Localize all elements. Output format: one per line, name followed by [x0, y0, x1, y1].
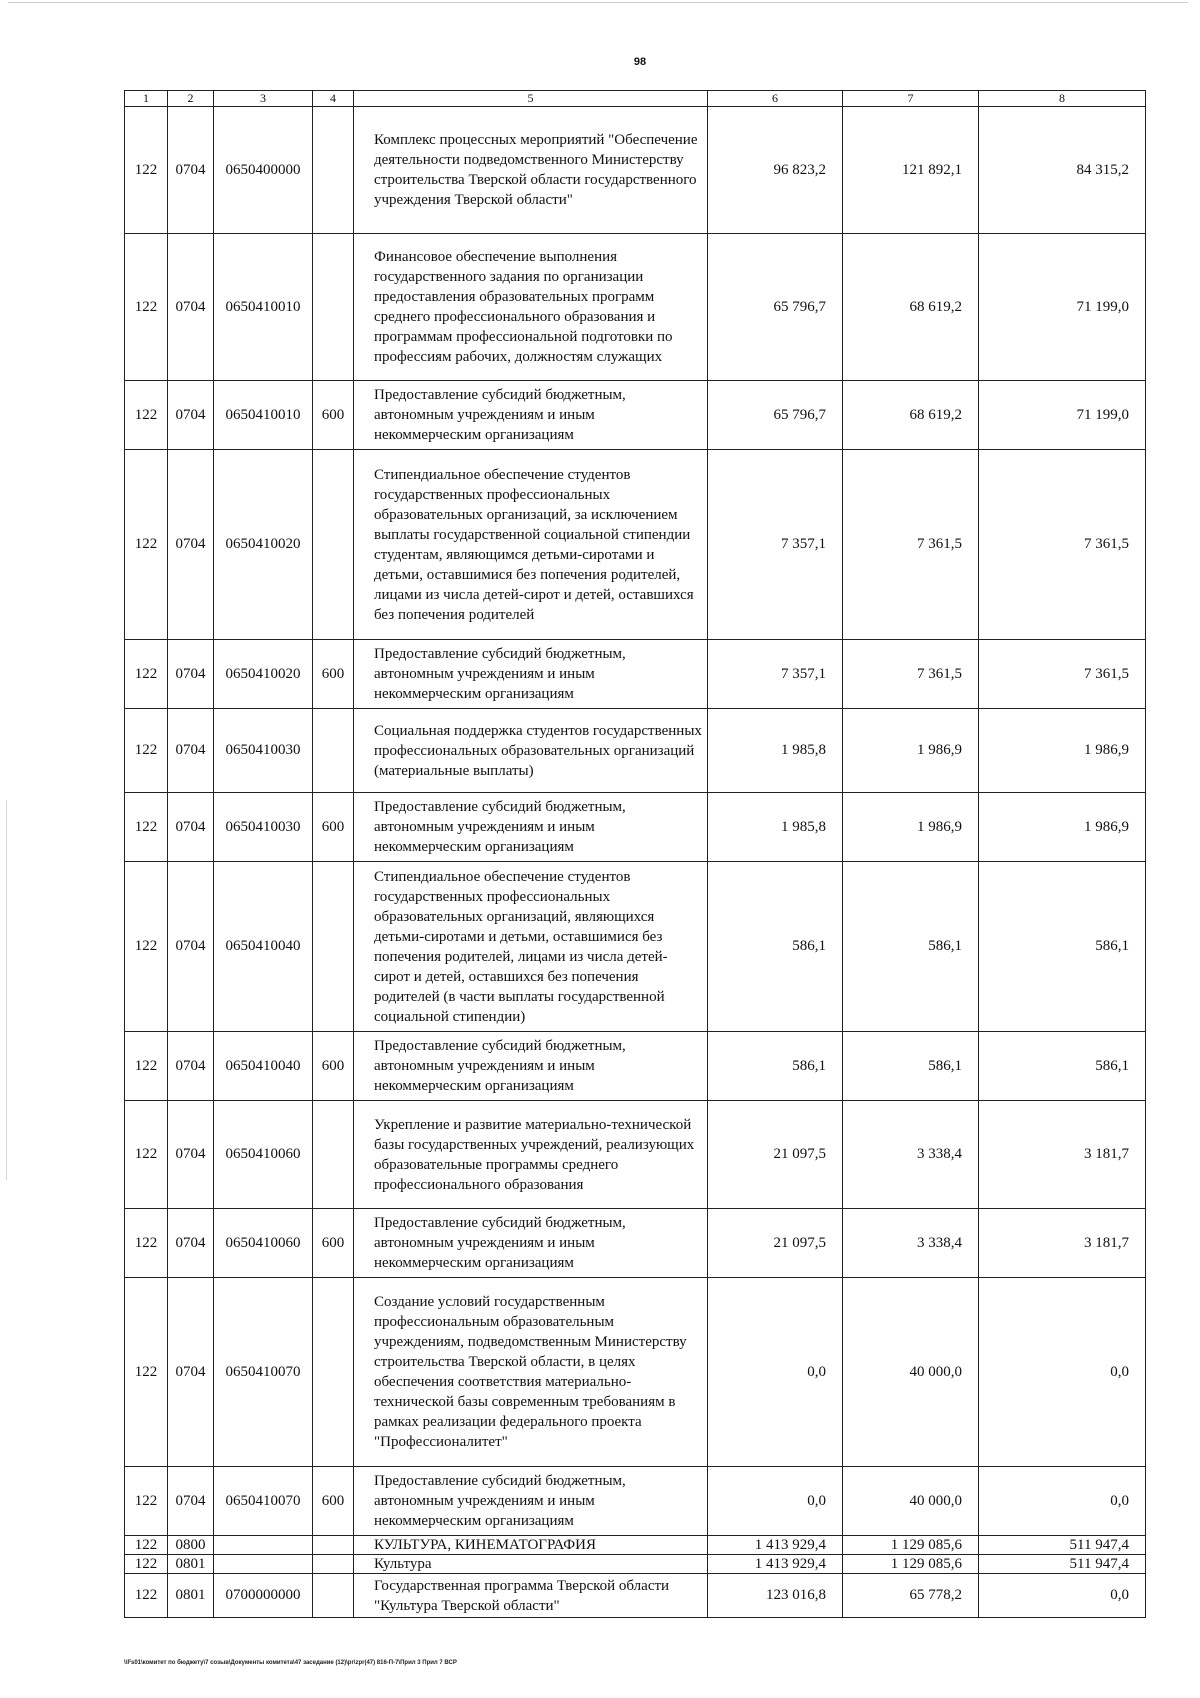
table-row: [125, 1555, 1146, 1574]
amount-col8-cell: 1 986,9: [979, 709, 1146, 793]
expense-type-cell: [313, 234, 354, 381]
amount-col8-cell: 511 947,4: [979, 1555, 1146, 1574]
amount-col6-cell: 96 823,2: [708, 107, 843, 234]
ministry-code-cell: 122: [125, 234, 168, 381]
amount-col7-cell: 40 000,0: [843, 1278, 979, 1467]
expense-type-cell: [313, 1101, 354, 1209]
ministry-code-cell: 122: [125, 1278, 168, 1467]
amount-col7-cell: 1 986,9: [843, 793, 979, 862]
target-article-cell: 0650410020: [214, 640, 313, 709]
target-article-cell: 0700000000: [214, 1574, 313, 1618]
section-code-cell: 0704: [168, 107, 214, 234]
ministry-code-cell: 122: [125, 1209, 168, 1278]
section-code-cell: 0704: [168, 1278, 214, 1467]
header-cell-2: 2: [168, 91, 214, 107]
description-cell: Финансовое обеспечение выполнения государственного задания по организации предоставления образовательных программ среднего профессионального образования и программам профессиональной подготовки по профессиям рабочих, должностям служащих: [354, 234, 708, 381]
expense-type-cell: [313, 450, 354, 640]
description-cell: Государственная программа Тверской области "Культура Тверской области": [354, 1574, 708, 1618]
expense-type-cell: 600: [313, 793, 354, 862]
amount-col8-cell: 0,0: [979, 1574, 1146, 1618]
section-code-cell: 0704: [168, 862, 214, 1032]
target-article-cell: 0650410010: [214, 381, 313, 450]
amount-col6-cell: 1 985,8: [708, 709, 843, 793]
target-article-cell: 0650410040: [214, 862, 313, 1032]
ministry-code-cell: 122: [125, 1032, 168, 1101]
amount-col6-cell: 1 985,8: [708, 793, 843, 862]
amount-col8-cell: 7 361,5: [979, 640, 1146, 709]
table-header-row: [125, 91, 1146, 107]
amount-col6-cell: 586,1: [708, 862, 843, 1032]
amount-col7-cell: 1 986,9: [843, 709, 979, 793]
amount-col6-cell: 21 097,5: [708, 1101, 843, 1209]
header-cell-1: 1: [125, 91, 168, 107]
amount-col6-cell: 65 796,7: [708, 234, 843, 381]
table-row: [125, 1574, 1146, 1618]
table-row: [125, 381, 1146, 450]
amount-col6-cell: 21 097,5: [708, 1209, 843, 1278]
table-row: [125, 709, 1146, 793]
target-article-cell: 0650410070: [214, 1467, 313, 1536]
amount-col8-cell: 3 181,7: [979, 1101, 1146, 1209]
header-cell-6: 6: [708, 91, 843, 107]
amount-col8-cell: 71 199,0: [979, 381, 1146, 450]
expense-type-cell: 600: [313, 1209, 354, 1278]
description-cell: Предоставление субсидий бюджетным, автономным учреждениям и иным некоммерческим организациям: [354, 640, 708, 709]
ministry-code-cell: 122: [125, 1467, 168, 1536]
page-number: 98: [633, 56, 647, 68]
ministry-code-cell: 122: [125, 1555, 168, 1574]
target-article-cell: [214, 1536, 313, 1555]
table-row: [125, 1467, 1146, 1536]
target-article-cell: 0650410070: [214, 1278, 313, 1467]
amount-col6-cell: 7 357,1: [708, 450, 843, 640]
ministry-code-cell: 122: [125, 450, 168, 640]
table-row: [125, 862, 1146, 1032]
ministry-code-cell: 122: [125, 1536, 168, 1555]
ministry-code-cell: 122: [125, 793, 168, 862]
target-article-cell: 0650410040: [214, 1032, 313, 1101]
description-cell: Создание условий государственным профессиональным образовательным учреждениям, подведомственным Министерству строительства Тверской области, в целях обеспечения соответствия материально-технической базы современным требованиям в рамках реализации федерального проекта "Профессионалитет": [354, 1278, 708, 1467]
header-cell-7: 7: [843, 91, 979, 107]
ministry-code-cell: 122: [125, 1101, 168, 1209]
amount-col7-cell: 68 619,2: [843, 381, 979, 450]
target-article-cell: 0650400000: [214, 107, 313, 234]
ministry-code-cell: 122: [125, 381, 168, 450]
amount-col7-cell: 586,1: [843, 862, 979, 1032]
target-article-cell: 0650410030: [214, 793, 313, 862]
table-row: [125, 1101, 1146, 1209]
amount-col8-cell: 511 947,4: [979, 1536, 1146, 1555]
description-cell: Предоставление субсидий бюджетным, автономным учреждениям и иным некоммерческим организациям: [354, 1467, 708, 1536]
expense-type-cell: 600: [313, 1467, 354, 1536]
section-code-cell: 0704: [168, 1032, 214, 1101]
amount-col7-cell: 7 361,5: [843, 450, 979, 640]
ministry-code-cell: 122: [125, 862, 168, 1032]
description-cell: Комплекс процессных мероприятий "Обеспечение деятельности подведомственного Министерству строительства Тверской области государственного учреждения Тверской области": [354, 107, 708, 234]
section-code-cell: 0704: [168, 450, 214, 640]
header-cell-4: 4: [313, 91, 354, 107]
budget-table: [124, 90, 1146, 1618]
section-code-cell: 0704: [168, 1101, 214, 1209]
target-article-cell: 0650410010: [214, 234, 313, 381]
amount-col7-cell: 65 778,2: [843, 1574, 979, 1618]
description-cell: Предоставление субсидий бюджетным, автономным учреждениям и иным некоммерческим организациям: [354, 1032, 708, 1101]
amount-col8-cell: 586,1: [979, 1032, 1146, 1101]
target-article-cell: 0650410020: [214, 450, 313, 640]
amount-col7-cell: 121 892,1: [843, 107, 979, 234]
expense-type-cell: [313, 1536, 354, 1555]
description-cell: КУЛЬТУРА, КИНЕМАТОГРАФИЯ: [354, 1536, 708, 1555]
expense-type-cell: 600: [313, 1032, 354, 1101]
target-article-cell: 0650410060: [214, 1209, 313, 1278]
amount-col8-cell: 0,0: [979, 1278, 1146, 1467]
section-code-cell: 0704: [168, 709, 214, 793]
section-code-cell: 0801: [168, 1555, 214, 1574]
ministry-code-cell: 122: [125, 640, 168, 709]
amount-col7-cell: 7 361,5: [843, 640, 979, 709]
target-article-cell: [214, 1555, 313, 1574]
amount-col8-cell: 586,1: [979, 862, 1146, 1032]
description-cell: Социальная поддержка студентов государственных профессиональных образовательных организаций (материальные выплаты): [354, 709, 708, 793]
description-cell: Предоставление субсидий бюджетным, автономным учреждениям и иным некоммерческим организациям: [354, 381, 708, 450]
amount-col7-cell: 586,1: [843, 1032, 979, 1101]
description-cell: Культура: [354, 1555, 708, 1574]
amount-col7-cell: 3 338,4: [843, 1209, 979, 1278]
amount-col8-cell: 71 199,0: [979, 234, 1146, 381]
expense-type-cell: [313, 1278, 354, 1467]
amount-col7-cell: 3 338,4: [843, 1101, 979, 1209]
amount-col7-cell: 68 619,2: [843, 234, 979, 381]
expense-type-cell: [313, 862, 354, 1032]
scan-margin-line: [6, 800, 7, 1180]
amount-col7-cell: 1 129 085,6: [843, 1536, 979, 1555]
amount-col6-cell: 1 413 929,4: [708, 1536, 843, 1555]
section-code-cell: 0800: [168, 1536, 214, 1555]
table-row: [125, 450, 1146, 640]
amount-col6-cell: 7 357,1: [708, 640, 843, 709]
header-cell-3: 3: [214, 91, 313, 107]
amount-col6-cell: 0,0: [708, 1278, 843, 1467]
expense-type-cell: 600: [313, 381, 354, 450]
section-code-cell: 0704: [168, 381, 214, 450]
description-cell: Предоставление субсидий бюджетным, автономным учреждениям и иным некоммерческим организациям: [354, 1209, 708, 1278]
amount-col6-cell: 586,1: [708, 1032, 843, 1101]
table-row: [125, 1032, 1146, 1101]
table-row: [125, 640, 1146, 709]
expense-type-cell: [313, 107, 354, 234]
footer-file-path: \\Fs01\комитет по бюджету\7 созыв\Документы комитета\47 заседание (12)\pr\zpr(47) 816-П-7\Прил 3 Прил 7 ВСР: [124, 1660, 457, 1666]
amount-col8-cell: 1 986,9: [979, 793, 1146, 862]
description-cell: Стипендиальное обеспечение студентов государственных профессиональных образовательных организаций, являющихся детьми-сиротами и детьми, оставшимися без попечения родителей, лицами из числа детей-сирот и детей, оставшихся без попечения родителей (в части выплаты государственной социальной стипендии): [354, 862, 708, 1032]
table-row: [125, 234, 1146, 381]
section-code-cell: 0704: [168, 793, 214, 862]
amount-col8-cell: 0,0: [979, 1467, 1146, 1536]
amount-col8-cell: 7 361,5: [979, 450, 1146, 640]
section-code-cell: 0704: [168, 640, 214, 709]
section-code-cell: 0704: [168, 234, 214, 381]
amount-col6-cell: 123 016,8: [708, 1574, 843, 1618]
header-cell-8: 8: [979, 91, 1146, 107]
section-code-cell: 0801: [168, 1574, 214, 1618]
expense-type-cell: [313, 709, 354, 793]
section-code-cell: 0704: [168, 1209, 214, 1278]
ministry-code-cell: 122: [125, 1574, 168, 1618]
amount-col6-cell: 1 413 929,4: [708, 1555, 843, 1574]
section-code-cell: 0704: [168, 1467, 214, 1536]
expense-type-cell: [313, 1555, 354, 1574]
description-cell: Стипендиальное обеспечение студентов государственных профессиональных образовательных организаций, за исключением выплаты государственной социальной стипендии студентам, являющимся детьми-сиротами и детьми, оставшимися без попечения родителей, лицами из числа детей-сирот и детей, оставшихся без попечения родителей: [354, 450, 708, 640]
amount-col8-cell: 84 315,2: [979, 107, 1146, 234]
description-cell: Укрепление и развитие материально-технической базы государственных учреждений, реализующих образовательные программы среднего профессионального образования: [354, 1101, 708, 1209]
ministry-code-cell: 122: [125, 709, 168, 793]
expense-type-cell: 600: [313, 640, 354, 709]
amount-col6-cell: 0,0: [708, 1467, 843, 1536]
expense-type-cell: [313, 1574, 354, 1618]
table-row: [125, 1278, 1146, 1467]
scan-border-line: [8, 2, 1188, 3]
table-row: [125, 107, 1146, 234]
target-article-cell: 0650410060: [214, 1101, 313, 1209]
amount-col8-cell: 3 181,7: [979, 1209, 1146, 1278]
amount-col6-cell: 65 796,7: [708, 381, 843, 450]
amount-col7-cell: 40 000,0: [843, 1467, 979, 1536]
table-row: [125, 1536, 1146, 1555]
table-row: [125, 1209, 1146, 1278]
table-row: [125, 793, 1146, 862]
ministry-code-cell: 122: [125, 107, 168, 234]
description-cell: Предоставление субсидий бюджетным, автономным учреждениям и иным некоммерческим организациям: [354, 793, 708, 862]
header-cell-5: 5: [354, 91, 708, 107]
target-article-cell: 0650410030: [214, 709, 313, 793]
amount-col7-cell: 1 129 085,6: [843, 1555, 979, 1574]
